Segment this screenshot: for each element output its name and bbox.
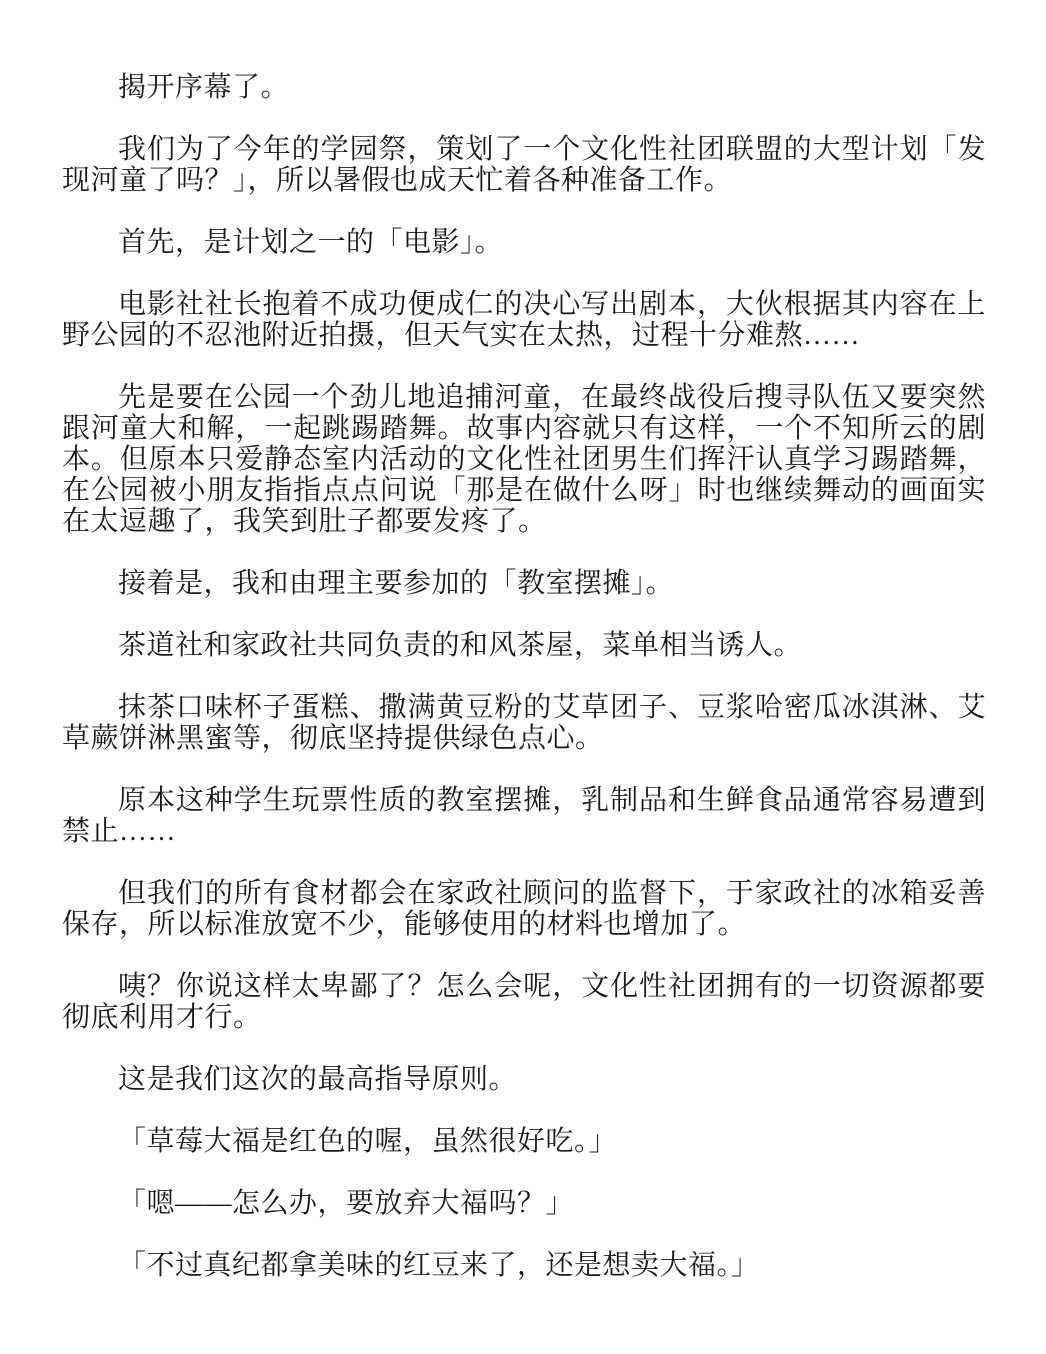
paragraph: 茶道社和家政社共同负责的和风茶屋，菜单相当诱人。 xyxy=(118,630,803,661)
paragraph: 抹茶口味杯子蛋糕、撒满黄豆粉的艾草团子、豆浆哈密瓜冰淇淋、艾草蕨饼淋黑蜜等，彻底坚持提供绿色点心。 xyxy=(62,692,986,754)
paragraph: 「嗯——怎么办，要放弃大福吗？」 xyxy=(118,1188,575,1219)
paragraph: 电影社社长抱着不成功便成仁的决心写出剧本，大伙根据其内容在上野公园的不忍池附近拍摄，但天气实在太热，过程十分难熬…… xyxy=(62,289,986,351)
paragraph: 首先，是计划之一的「电影」。 xyxy=(118,227,504,258)
paragraph: 咦？你说这样太卑鄙了？怎么会呢，文化性社团拥有的一切资源都要彻底利用才行。 xyxy=(62,971,986,1033)
paragraph: 但我们的所有食材都会在家政社顾问的监督下，于家政社的冰箱妥善保存，所以标准放宽不少，能够使用的材料也增加了。 xyxy=(62,878,986,940)
paragraph: 原本这种学生玩票性质的教室摆摊，乳制品和生鲜食品通常容易遭到禁止…… xyxy=(62,785,986,847)
paragraph: 先是要在公园一个劲儿地追捕河童，在最终战役后搜寻队伍又要突然跟河童大和解，一起跳踢踏舞。故事内容就只有这样，一个不知所云的剧本。但原本只爱静态室内活动的文化性社团男生们挥汗认真学习踢踏舞，在公园被小朋友指指点点问说「那是在做什么呀」时也继续舞动的画面实在太逗趣了，我笑到肚子都要发疼了。 xyxy=(62,382,986,537)
paragraph: 这是我们这次的最高指导原则。 xyxy=(118,1064,518,1095)
paragraph: 我们为了今年的学园祭，策划了一个文化性社团联盟的大型计划「发现河童了吗？」，所以暑假也成天忙着各种准备工作。 xyxy=(62,134,986,196)
paragraph: 「不过真纪都拿美味的红豆来了，还是想卖大福。」 xyxy=(118,1250,760,1281)
paragraph: 「草莓大福是红色的喔，虽然很好吃。」 xyxy=(118,1126,618,1157)
paragraph: 接着是，我和由理主要参加的「教室摆摊」。 xyxy=(118,568,675,599)
paragraph: 揭开序幕了。 xyxy=(118,72,290,103)
